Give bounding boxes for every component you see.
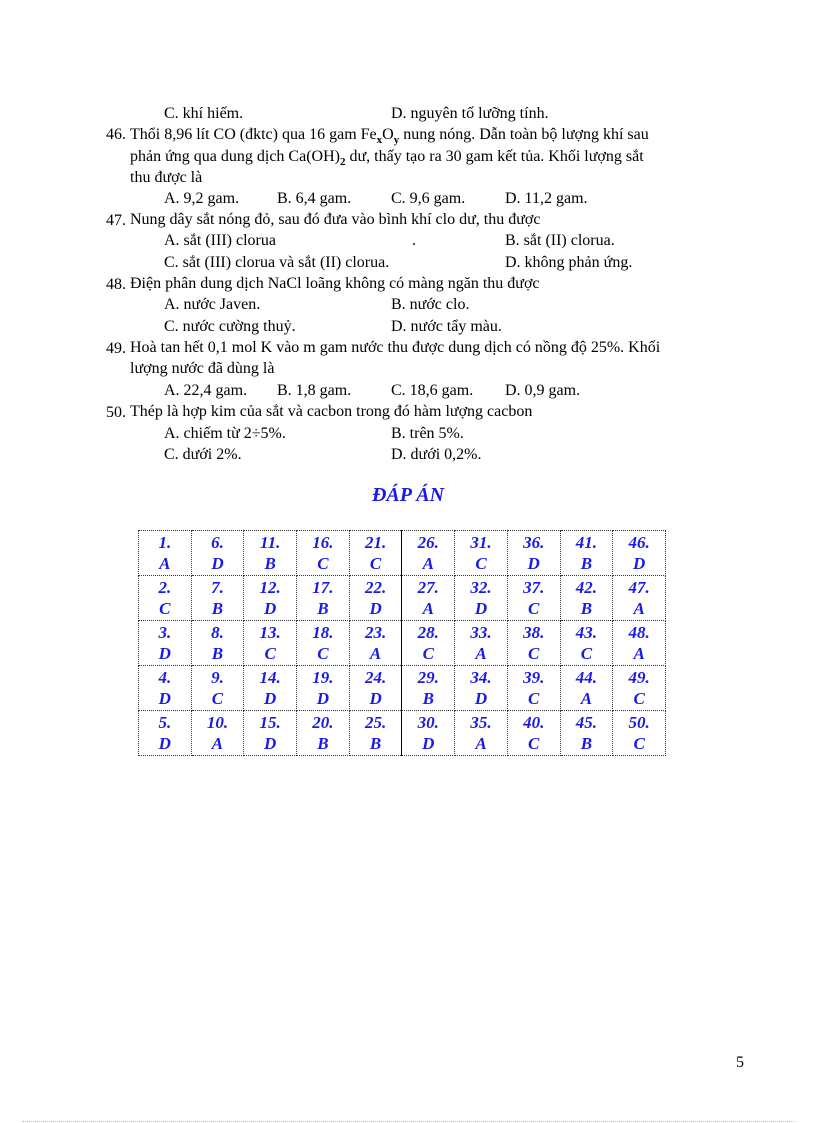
answer-cell — [455, 666, 508, 711]
answer-letter: D — [369, 689, 382, 708]
answer-letter: B — [211, 599, 224, 618]
answer-cell — [455, 621, 508, 666]
answer-cell — [613, 711, 666, 756]
answer-letter: A — [475, 734, 487, 753]
q49-stem-line-2: lượng nước đã dùng là — [130, 360, 275, 377]
answer-letter: C — [633, 734, 645, 753]
q48-number: 48. — [106, 276, 126, 293]
answer-cell — [349, 576, 402, 621]
answer-cell — [191, 531, 244, 576]
q49-option-a: A. 22,4 gam. — [164, 382, 248, 399]
answer-cell — [349, 621, 402, 666]
answer-question-number: 18. — [312, 623, 334, 642]
answer-row — [139, 621, 666, 666]
answer-cell — [191, 666, 244, 711]
q48-option-b: B. nước clo. — [391, 296, 470, 313]
q49-stem-line-1: Hoà tan hết 0,1 mol K vào m gam nước thu được dung dịch có nồng độ 25%. Khối — [130, 339, 661, 356]
q46-option-b: B. 6,4 gam. — [277, 190, 352, 207]
answer-question-number: 40. — [523, 713, 545, 732]
answer-cell — [349, 666, 402, 711]
answer-letter: B — [580, 599, 593, 618]
answer-question-number: 4. — [158, 668, 172, 687]
answer-cell — [507, 666, 560, 711]
answer-cell — [402, 666, 455, 711]
q46-option-d: D. 11,2 gam. — [505, 190, 588, 207]
q48-stem: Điện phân dung dịch NaCl loãng không có màng ngăn thu được — [130, 275, 540, 292]
q46-option-a: A. 9,2 gam. — [164, 190, 240, 207]
q50-option-b: B. trên 5%. — [391, 425, 464, 442]
answer-cell — [507, 576, 560, 621]
answer-letter: C — [528, 689, 540, 708]
answer-letter: C — [528, 734, 540, 753]
q47-option-b: B. sắt (II) clorua. — [505, 232, 615, 249]
answer-question-number: 27. — [417, 578, 439, 597]
answer-cell — [560, 576, 613, 621]
answer-cell — [297, 576, 350, 621]
answer-letter: D — [158, 734, 171, 753]
answer-question-number: 37. — [523, 578, 545, 597]
answer-letter: B — [317, 599, 329, 618]
answer-cell — [297, 531, 350, 576]
answer-cell — [402, 711, 455, 756]
q45-option-d: D. nguyên tố lưỡng tính. — [391, 105, 549, 122]
q50-option-d: D. dưới 0,2%. — [391, 446, 482, 463]
answer-cell — [244, 576, 297, 621]
answer-letter: A — [159, 554, 171, 573]
answer-question-number: 35. — [470, 713, 492, 732]
answer-row — [139, 666, 666, 711]
answer-question-number: 8. — [211, 623, 224, 642]
q50-number: 50. — [106, 404, 126, 421]
answer-question-number: 10. — [206, 713, 229, 732]
q49-option-b: B. 1,8 gam. — [277, 382, 352, 399]
answer-question-number: 14. — [259, 668, 281, 687]
answer-letter: D — [474, 689, 488, 708]
q50-option-a: A. chiếm từ 2÷5%. — [164, 425, 286, 442]
answer-letter: C — [369, 554, 382, 573]
q48-option-c: C. nước cường thuỷ. — [164, 318, 296, 335]
answer-letter: D — [474, 599, 488, 618]
answer-letter: A — [580, 689, 593, 708]
answer-question-number: 26. — [417, 533, 439, 552]
answer-cell — [613, 666, 666, 711]
q49-option-d: D. 0,9 gam. — [505, 382, 581, 399]
answer-cell — [139, 576, 192, 621]
answer-cell — [349, 711, 402, 756]
answer-cell — [297, 666, 350, 711]
q49-number: 49. — [106, 340, 126, 357]
answer-letter: C — [317, 554, 329, 573]
answer-question-number: 11. — [260, 533, 281, 552]
answer-cell — [507, 621, 560, 666]
q46-stem-line-2: phản ứng qua dung dịch $Ca(OH)_2$ dư, thấy tạo ra 30 gam kết tủa. Khối lượng sắt — [130, 148, 644, 168]
q45-option-c: C. khí hiếm. — [164, 105, 244, 122]
q48-option-d: D. nước tẩy màu. — [391, 318, 502, 335]
answer-letter: D — [264, 599, 277, 618]
answer-question-number: 7. — [211, 578, 224, 597]
answer-question-number: 24. — [364, 668, 387, 687]
answer-question-number: 2. — [158, 578, 172, 597]
q47-option-c: C. sắt (III) clorua và sắt (II) clorua. — [164, 254, 390, 271]
answer-row — [139, 531, 666, 576]
page-number: 5 — [736, 1054, 744, 1071]
answer-cell — [139, 531, 192, 576]
answer-question-number: 50. — [628, 713, 650, 732]
answer-letter: D — [158, 644, 171, 663]
q48-option-a: A. nước Javen. — [164, 296, 261, 313]
answer-cell — [244, 711, 297, 756]
answer-letter: C — [317, 644, 329, 663]
answer-cell — [613, 621, 666, 666]
answer-cell — [402, 576, 455, 621]
answer-letter: C — [422, 644, 434, 663]
answer-question-number: 21. — [364, 533, 387, 552]
answer-letter: B — [264, 554, 276, 573]
answer-question-number: 36. — [523, 533, 545, 552]
answer-question-number: 12. — [259, 578, 281, 597]
answer-question-number: 39. — [523, 668, 545, 687]
answer-letter: C — [264, 644, 276, 663]
answer-question-number: 15. — [259, 713, 281, 732]
answer-letter: A — [369, 644, 382, 663]
answer-question-number: 41. — [575, 533, 598, 552]
answer-letter: A — [211, 734, 224, 753]
q50-stem: Thép là hợp kim của sắt và cacbon trong đó hàm lượng cacbon — [130, 403, 533, 420]
answer-cell — [402, 621, 455, 666]
answer-cell — [244, 621, 297, 666]
answer-letter: B — [422, 689, 434, 708]
answer-question-number: 13. — [259, 623, 281, 642]
answer-question-number: 23. — [364, 623, 387, 642]
answer-key-table — [138, 530, 666, 756]
q46-stem-line-1: Thổi 8,96 lít CO (đktc) qua 16 gam $Fe_xO_y$ nung nóng. Dẫn toàn bộ lượng khí sau — [130, 126, 649, 146]
answer-question-number: 38. — [523, 623, 545, 642]
answer-letter: B — [317, 734, 329, 753]
answer-cell — [560, 711, 613, 756]
answer-letter: D — [264, 689, 277, 708]
answer-question-number: 17. — [312, 578, 334, 597]
answer-letter: C — [159, 599, 171, 618]
answer-cell — [139, 711, 192, 756]
answer-letter: B — [580, 554, 593, 573]
answer-question-number: 5. — [158, 713, 172, 732]
q47-option-d: D. không phản ứng. — [505, 254, 633, 271]
answer-question-number: 42. — [575, 578, 598, 597]
answer-row — [139, 576, 666, 621]
answer-letter: A — [633, 644, 645, 663]
q46-stem-line-3: thu được là — [130, 169, 203, 186]
answer-cell — [349, 531, 402, 576]
answer-question-number: 9. — [211, 668, 224, 687]
answer-question-number: 47. — [628, 578, 650, 597]
answer-cell — [191, 621, 244, 666]
answer-question-number: 25. — [364, 713, 387, 732]
answer-question-number: 29. — [417, 668, 439, 687]
answer-question-number: 16. — [312, 533, 334, 552]
answer-letter: D — [632, 554, 646, 573]
answer-letter: A — [475, 644, 487, 663]
answer-letter: D — [369, 599, 382, 618]
answer-cell — [402, 531, 455, 576]
answer-letter: B — [369, 734, 382, 753]
answer-letter: C — [475, 554, 487, 573]
q47-number: 47. — [106, 212, 126, 229]
answer-question-number: 30. — [417, 713, 439, 732]
answer-question-number: 1. — [158, 533, 172, 552]
answer-question-number: 3. — [158, 623, 172, 642]
answer-letter: C — [528, 644, 540, 663]
answer-question-number: 22. — [364, 578, 387, 597]
answer-cell — [139, 666, 192, 711]
answer-cell — [455, 711, 508, 756]
answer-cell — [455, 531, 508, 576]
page-bottom-divider — [22, 1121, 794, 1122]
answer-letter: A — [633, 599, 645, 618]
answer-cell — [297, 621, 350, 666]
answer-question-number: 49. — [628, 668, 650, 687]
answer-question-number: 48. — [628, 623, 650, 642]
answer-question-number: 6. — [211, 533, 224, 552]
answer-letter: D — [158, 689, 171, 708]
q50-option-c: C. dưới 2%. — [164, 446, 242, 463]
answer-letter: C — [580, 644, 593, 663]
answer-question-number: 46. — [628, 533, 650, 552]
answer-cell — [560, 531, 613, 576]
answer-cell — [244, 666, 297, 711]
answer-cell — [507, 531, 560, 576]
answer-cell — [244, 531, 297, 576]
answer-question-number: 28. — [417, 623, 439, 642]
answer-key-title: ĐÁP ÁN — [371, 484, 445, 506]
q46-number: 46. — [106, 126, 126, 143]
answer-letter: A — [422, 599, 434, 618]
answer-letter: A — [422, 554, 434, 573]
q47-stem: Nung dây sắt nóng đỏ, sau đó đưa vào bình khí clo dư, thu được — [130, 211, 541, 228]
answer-letter: C — [528, 599, 540, 618]
answer-question-number: 43. — [575, 623, 598, 642]
answer-cell — [455, 576, 508, 621]
answer-cell — [139, 621, 192, 666]
answer-letter: D — [211, 554, 224, 573]
answer-cell — [560, 666, 613, 711]
answer-question-number: 31. — [470, 533, 492, 552]
answer-question-number: 44. — [575, 668, 598, 687]
answer-question-number: 32. — [470, 578, 492, 597]
answer-cell — [613, 531, 666, 576]
answer-cell — [191, 711, 244, 756]
answer-cell — [507, 711, 560, 756]
answer-letter: C — [211, 689, 224, 708]
answer-letter: C — [633, 689, 645, 708]
answer-letter: D — [527, 554, 540, 573]
answer-letter: D — [264, 734, 277, 753]
q47-option-a: A. sắt (III) clorua — [164, 232, 276, 249]
answer-row — [139, 711, 666, 756]
q47-option-a-dot: . — [412, 232, 416, 249]
answer-question-number: 45. — [575, 713, 598, 732]
answer-letter: D — [316, 689, 330, 708]
answer-question-number: 34. — [470, 668, 492, 687]
answer-question-number: 19. — [312, 668, 334, 687]
answer-letter: B — [580, 734, 593, 753]
answer-cell — [613, 576, 666, 621]
answer-letter: B — [211, 644, 224, 663]
q49-option-c: C. 18,6 gam. — [391, 382, 474, 399]
answer-letter: D — [422, 734, 435, 753]
answer-cell — [297, 711, 350, 756]
answer-cell — [191, 576, 244, 621]
answer-question-number: 20. — [312, 713, 334, 732]
answer-cell — [560, 621, 613, 666]
q46-option-c: C. 9,6 gam. — [391, 190, 466, 207]
answer-question-number: 33. — [470, 623, 492, 642]
